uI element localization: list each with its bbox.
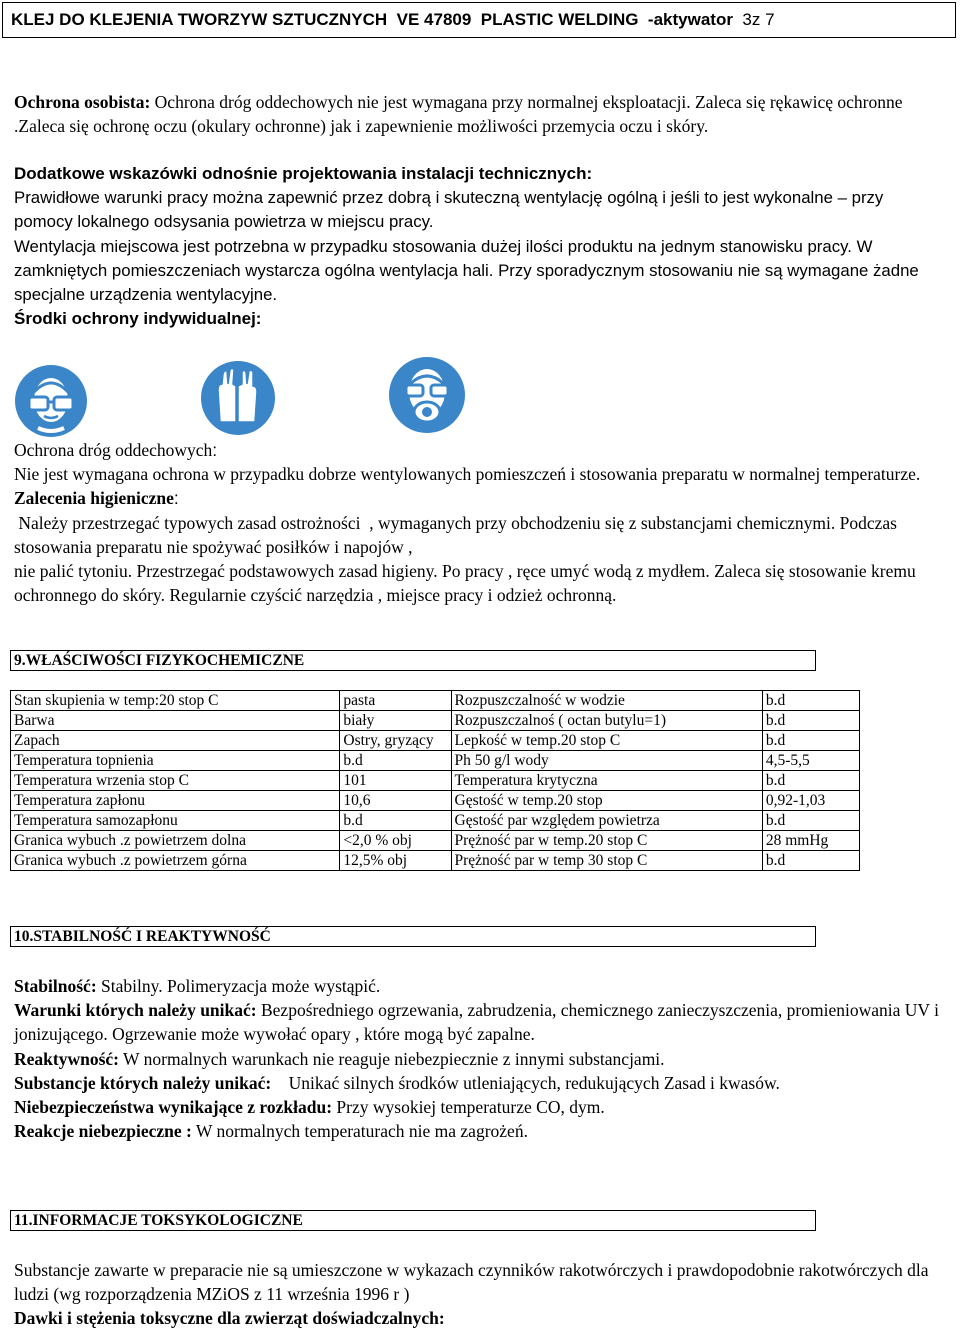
- physicochemical-properties-table: [10, 690, 860, 871]
- table-cell: 101: [340, 771, 451, 791]
- table-cell: b.d: [340, 751, 451, 771]
- respiratory-heading: Ochrona dróg oddechowych:: [14, 440, 218, 460]
- stability-paragraph: Stabilność: Stabilny. Polimeryzacja może wystąpić.: [14, 976, 381, 996]
- table-row: [11, 771, 860, 791]
- table-cell: b.d: [762, 691, 859, 711]
- table-cell: Ph 50 g/l wody: [451, 751, 762, 771]
- table-cell: 12,5% obj: [340, 851, 451, 871]
- table-cell: Temperatura zapłonu: [11, 791, 340, 811]
- table-row: [11, 731, 860, 751]
- respirator-mask-icon: [388, 356, 466, 434]
- table-cell: Temperatura krytyczna: [451, 771, 762, 791]
- personal-protection-text: Ochrona dróg oddechowych nie jest wymagana przy normalnej eksploatacji. Zaleca się rękawicę ochronne .Zaleca się ochronę oczu (okulary ochronne) jak i zapewnienie możliwości przemycia oczu i skóry.: [14, 92, 903, 137]
- table-cell: Temperatura samozapłonu: [11, 811, 340, 831]
- table-row: [11, 791, 860, 811]
- respiratory-label: Ochrona dróg oddechowych: [14, 440, 213, 460]
- table-row: [11, 751, 860, 771]
- table-cell: 28 mmHg: [762, 831, 859, 851]
- table-row: [11, 711, 860, 731]
- section-11-header: 11.INFORMACJE TOKSYKOLOGICZNE: [10, 1210, 816, 1231]
- hygiene-text-1: Należy przestrzegać typowych zasad ostrożności , wymaganych przy obchodzeniu się z substancjami chemicznymi. Podczas stosowania preparatu nie spożywać posiłków i napojów ,: [14, 512, 902, 557]
- toxic-doses-heading: Dawki i stężenia toksyczne dla zwierząt doświadczalnych:: [14, 1308, 445, 1329]
- table-cell: Granica wybuch .z powietrzem górna: [11, 851, 340, 871]
- stability-reactivity-section: [14, 974, 944, 1143]
- table-row: [11, 851, 860, 871]
- ppe-heading: Środki ochrony indywidualnej:: [14, 309, 262, 329]
- table-cell: Lepkość w temp.20 stop C: [451, 731, 762, 751]
- respiratory-hygiene-section: [14, 438, 944, 607]
- table-cell: Prężność par w temp 30 stop C: [451, 851, 762, 871]
- table-cell: b.d: [340, 811, 451, 831]
- table-cell: Temperatura wrzenia stop C: [11, 771, 340, 791]
- toxicology-section: [14, 1258, 944, 1331]
- table-cell: 0,92-1,03: [762, 791, 859, 811]
- section-9-header: 9.WŁAŚCIWOŚCI FIZYKOCHEMICZNE: [10, 650, 816, 671]
- table-cell: 4,5-5,5: [762, 751, 859, 771]
- table-row: [11, 691, 860, 711]
- table-cell: b.d: [762, 771, 859, 791]
- table-cell: <2,0 % obj: [340, 831, 451, 851]
- table-cell: Granica wybuch .z powietrzem dolna: [11, 831, 340, 851]
- table-cell: Zapach: [11, 731, 340, 751]
- design-heading: Dodatkowe wskazówki odnośnie projektowania instalacji technicznych:: [14, 164, 593, 183]
- safety-glasses-icon: [14, 364, 88, 438]
- table-cell: 10,6: [340, 791, 451, 811]
- table-cell: Gęstość par względem powietrza: [451, 811, 762, 831]
- table-cell: Prężność par w temp.20 stop C: [451, 831, 762, 851]
- avoid-substances-paragraph: Substancje których należy unikać: Unikać silnych środków utleniających, redukujących Zasad i kwasów.: [14, 1072, 780, 1093]
- hygiene-label: Zalecenia higieniczne: [14, 488, 174, 509]
- respiratory-text: Nie jest wymagana ochrona w przypadku dobrze wentylowanych pomieszczeń i stosowania preparatu w normalnej temperaturze.: [14, 464, 921, 485]
- design-paragraph-1: Prawidłowe warunki pracy można zapewnić przez dobrą i skuteczną wentylację ogólną i jeśli to jest wykonalne – przy pomocy lokalnego odsysania powietrza w miejscu pracy.: [14, 188, 884, 232]
- design-section: [14, 162, 944, 331]
- table-cell: b.d: [762, 851, 859, 871]
- table-cell: pasta: [340, 691, 451, 711]
- design-paragraph-2: Wentylacja miejscowa jest potrzebna w przypadku stosowania dużej ilości produktu na jednym stanowisku pracy. W zamkniętych pomieszczeniach wystarcza ogólna wentylacja hali. Przy sporadycznym stosowaniu nie są wymagane żadne specjalne urządzenia wentylacyjne.: [14, 236, 919, 305]
- document-header: [2, 2, 956, 38]
- table-cell: Gęstość w temp.20 stop: [451, 791, 762, 811]
- dangerous-reactions-paragraph: Reakcje niebezpieczne : W normalnych temperaturach nie ma zagrożeń.: [14, 1121, 528, 1142]
- reactivity-paragraph: Reaktywność: W normalnych warunkach nie reaguje niebezpiecznie z innymi substancjami.: [14, 1048, 665, 1069]
- table-row: [11, 811, 860, 831]
- hygiene-heading: Zalecenia higieniczne:: [14, 488, 179, 509]
- table-cell: biały: [340, 711, 451, 731]
- table-cell: Ostry, gryzący: [340, 731, 451, 751]
- table-cell: Rozpuszczalnoś ( octan butylu=1): [451, 711, 762, 731]
- ppe-icons-row: [14, 356, 474, 438]
- personal-protection-section: [14, 90, 944, 138]
- header-title: KLEJ DO KLEJENIA TWORZYW SZTUCZNYCH VE 47809 PLASTIC WELDING -aktywator: [11, 10, 733, 29]
- table-cell: b.d: [762, 731, 859, 751]
- hygiene-text-2: nie palić tytoniu. Przestrzegać podstawowych zasad higieny. Po pracy , ręce umyć wodą z mydłem. Zaleca się stosowanie kremu ochronnego do skóry. Regularnie czyścić narzędzia , miejsce pracy i odzież ochronną.: [14, 561, 916, 606]
- table-cell: Barwa: [11, 711, 340, 731]
- header-page-number: 3z 7: [742, 10, 775, 29]
- table-cell: Temperatura topnienia: [11, 751, 340, 771]
- protective-gloves-icon: [200, 360, 276, 436]
- personal-protection-label: Ochrona osobista:: [14, 92, 151, 112]
- avoid-conditions-paragraph: Warunki których należy unikać: Bezpośredniego ogrzewania, zabrudzenia, chemicznego zanieczyszczenia, promieniowania UV i jonizującego. Ogrzewanie może wywołać opary , które mogą być zapalne.: [14, 1000, 939, 1045]
- decomposition-paragraph: Niebezpieczeństwa wynikające z rozkładu: Przy wysokiej temperaturze CO, dym.: [14, 1097, 605, 1118]
- toxicology-paragraph: Substancje zawarte w preparacie nie są umieszczone w wykazach czynników rakotwórczych i prawdopodobnie rakotwórczych dla ludzi (wg rozporządzenia MZiOS z 11 września 1996 r ): [14, 1260, 929, 1305]
- table-cell: Stan skupienia w temp:20 stop C: [11, 691, 340, 711]
- table-cell: Rozpuszczalność w wodzie: [451, 691, 762, 711]
- table-cell: b.d: [762, 811, 859, 831]
- table-row: [11, 831, 860, 851]
- section-10-header: 10.STABILNOŚĆ I REAKTYWNOŚĆ: [10, 926, 816, 947]
- personal-protection-paragraph: [14, 90, 944, 138]
- table-cell: b.d: [762, 711, 859, 731]
